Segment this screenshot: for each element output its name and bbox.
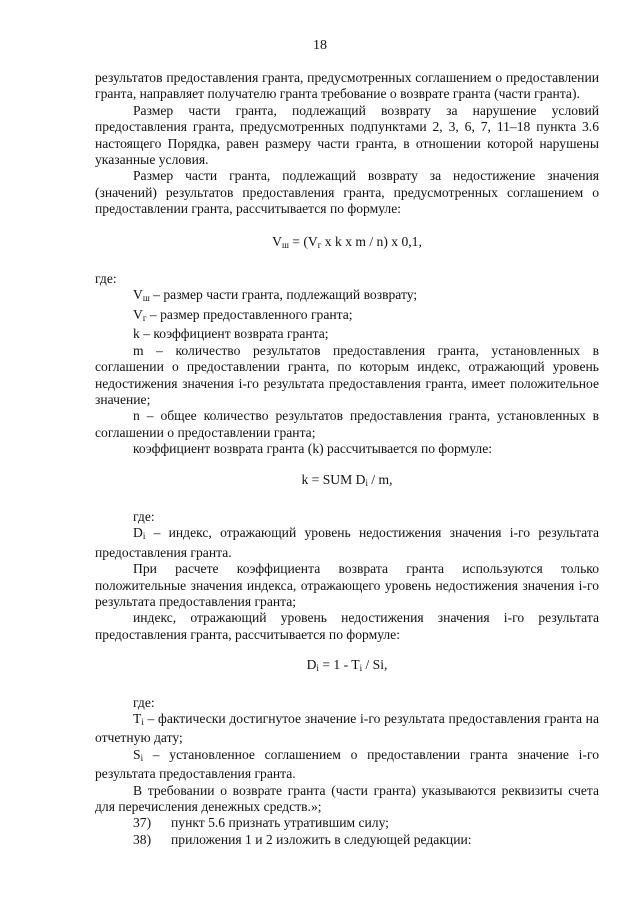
definition-k: k – коэффициент возврата гранта;	[133, 326, 329, 342]
paragraph-continuation: результатов предоставления гранта, предусмотренных соглашением о предоставлении гранта, направляет получателю гранта требование о возврате гранта (части гранта).	[95, 70, 599, 102]
definition-ti: $T_i$ – фактически достигнутое значение i-го результата предоставления гранта на отчетную дату;	[95, 711, 599, 746]
formula-k: k = SUM $D_i$ / m,	[301, 471, 393, 488]
where-label: где:	[133, 508, 155, 524]
definition-m: m – количество результатов предоставления гранта, установленных в соглашении о предоставлении гранта, по которым индекс, отражающий уровень недостижения значения i-го результата предоставления гранта, имеет положительное значение;	[95, 342, 599, 407]
paragraph-requisites: В требовании о возврате гранта (части гранта) указываются реквизиты счета для перечисления денежных средств.»;	[95, 782, 599, 815]
page-number: 18	[313, 38, 327, 53]
definition-vg: $V_г$ – размер предоставленного гранта;	[133, 306, 353, 323]
k-formula-intro: коэффициент возврата гранта (k) рассчитывается по формуле:	[133, 441, 493, 457]
formula-refund-amount: $V_ш = (V_г$ x k x m / n) x 0,1,	[272, 233, 422, 250]
definition-n: n – общее количество результатов предоставления гранта, установленных в соглашении о предоставлении гранта;	[95, 408, 599, 440]
paragraph-index-formula-intro: индекс, отражающий уровень недостижения значения i-го результата предоставления гранта, рассчитывается по формуле:	[95, 610, 599, 642]
document-body	[95, 70, 599, 848]
list-item-38: 38) приложения 1 и 2 изложить в следующей редакции:	[133, 831, 472, 847]
definition-si: $S_i$ – установленное соглашением о предоставлении гранта значение i-го результата предоставления гранта.	[95, 746, 599, 782]
formula-di: $D_i = 1 - T_i / Si$,	[306, 657, 388, 674]
list-item-37: 37) пункт 5.6 признать утратившим силу;	[133, 815, 389, 831]
where-label: где:	[133, 694, 155, 710]
paragraph-violation-refund: Размер части гранта, подлежащий возврату за нарушение условий предоставления гранта, предусмотренных подпунктами 2, 3, 6, 7, 11–18 пункта 3.6 настоящего Порядка, равен размеру части гранта, в отношении которой нарушены указанные условия.	[95, 102, 599, 168]
where-label: где:	[95, 271, 117, 287]
paragraph-positive-values: При расчете коэффициента возврата гранта используются только положительные значения индекса, отражающего уровень недостижения значения i-го результата предоставления гранта;	[95, 561, 599, 609]
definition-vsh: $V_ш$ – размер части гранта, подлежащий возврату;	[133, 287, 418, 304]
paragraph-underachievement-refund: Размер части гранта, подлежащий возврату за недостижение значения (значений) результатов предоставления гранта, предусмотренных соглашением о предоставлении гранта, рассчитывается по формуле:	[95, 168, 599, 217]
definition-di: $D_i$ – индекс, отражающий уровень недостижения значения i-го результата предоставления гранта.	[95, 525, 599, 560]
